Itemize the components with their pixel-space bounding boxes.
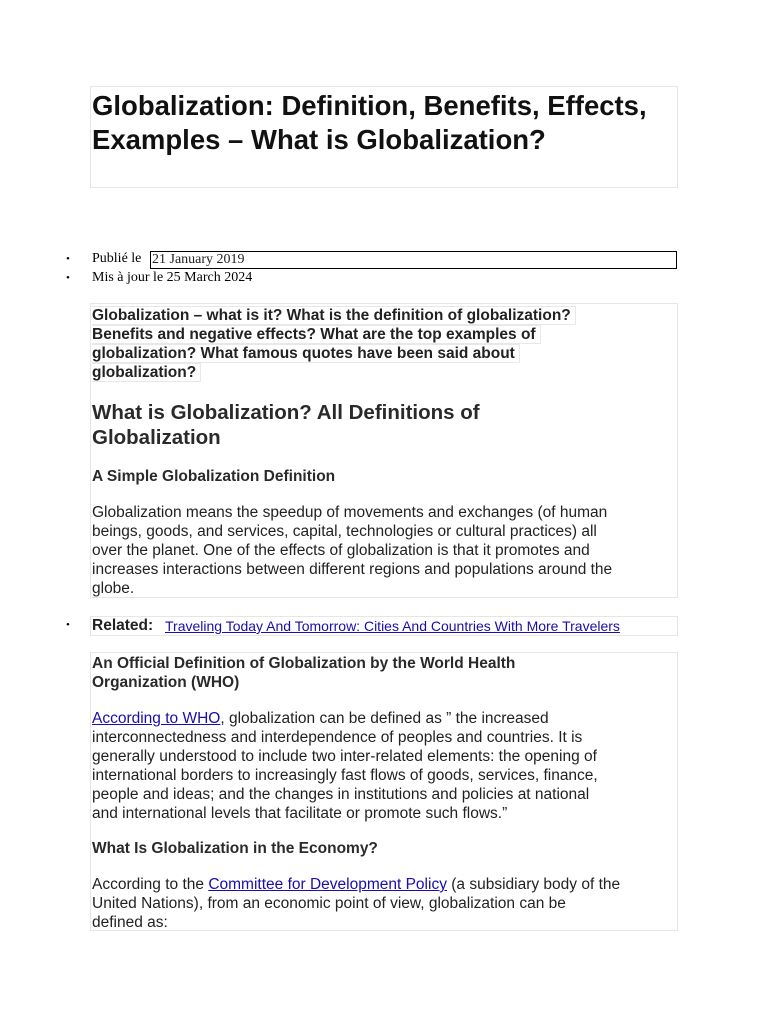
intro-line: globalization? <box>92 363 201 382</box>
intro-line: Globalization – what is it? What is the definition of globalization? <box>92 306 576 325</box>
bullet-icon: • <box>66 272 70 284</box>
paragraph-line: generally understood to include two inter-related elements: the opening of <box>92 748 597 765</box>
who-heading: Organization (WHO) <box>92 674 240 691</box>
paragraph-line: and international levels that facilitate or promote such flows.” <box>92 805 508 822</box>
intro-line: Benefits and negative effects? What are the top examples of <box>92 325 541 344</box>
who-link[interactable]: According to WHO <box>92 710 221 727</box>
who-heading: An Official Definition of Globalization by the World Health <box>92 655 516 672</box>
updated-date: Mis à jour le 25 March 2024 <box>92 270 253 285</box>
paragraph-text: According to the <box>92 876 209 893</box>
paragraph-line: over the planet. One of the effects of globalization is that it promotes and <box>92 542 590 559</box>
content-block-definitions <box>90 303 678 598</box>
paragraph-line: defined as: <box>92 914 168 931</box>
related-label: Related: <box>92 617 154 634</box>
published-date: 21 January 2019 <box>150 251 677 269</box>
paragraph-text: , globalization can be defined as ” the increased <box>220 710 549 727</box>
paragraph-line: people and ideas; and the changes in institutions and policies at national <box>92 786 590 803</box>
intro-line: globalization? What famous quotes have been said about <box>92 344 520 363</box>
paragraph-line: increases interactions between different regions and populations around the <box>92 561 613 578</box>
paragraph-line: interconnectedness and interdependence of peoples and countries. It is <box>92 729 583 746</box>
paragraph-line: Globalization means the speedup of movements and exchanges (of human <box>92 504 608 521</box>
paragraph-line <box>92 875 620 894</box>
economy-heading: What Is Globalization in the Economy? <box>92 840 378 857</box>
page-title: Globalization: Definition, Benefits, Effects, Examples – What is Globalization? <box>92 90 647 155</box>
paragraph-line: beings, goods, and services, capital, technologies or cultural practices) all <box>92 523 597 540</box>
section-heading: What is Globalization? All Definitions of <box>92 401 480 424</box>
section-heading: Globalization <box>92 426 221 449</box>
paragraph-text: (a subsidiary body of the <box>446 876 621 893</box>
content-block-who <box>90 652 678 931</box>
related-link[interactable]: Traveling Today And Tomorrow: Cities And Countries With More Travelers <box>165 618 620 634</box>
paragraph-line: United Nations), from an economic point of view, globalization can be <box>92 895 566 912</box>
title-box <box>90 86 678 188</box>
bullet-icon: • <box>66 619 70 631</box>
paragraph-line: globe. <box>92 580 135 597</box>
simple-definition-heading: A Simple Globalization Definition <box>92 468 336 485</box>
paragraph-line <box>92 709 549 728</box>
cdp-link[interactable]: Committee for Development Policy <box>208 876 447 893</box>
published-label: Publié le <box>92 251 142 266</box>
paragraph-line: international borders to increasingly fast flows of goods, services, finance, <box>92 767 598 784</box>
related-box <box>90 616 678 636</box>
bullet-icon: • <box>66 253 70 265</box>
related-row <box>66 616 678 636</box>
